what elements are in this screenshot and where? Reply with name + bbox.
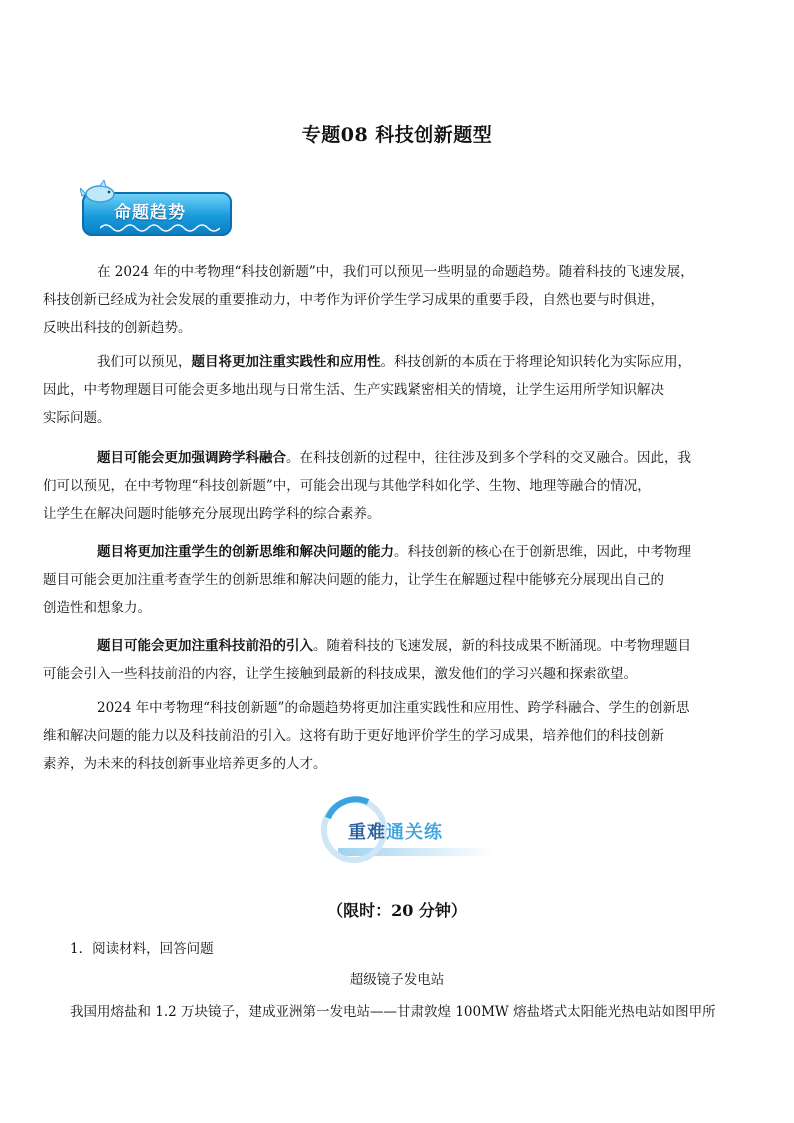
text-line: 们可以预见，在中考物理“科技创新题”中，可能会出现与其他学科如化学、生物、地理等融合的情况，	[43, 478, 651, 494]
emphasis-text: 题目可能会更加强调跨学科融合	[97, 450, 286, 466]
section-banner-trend	[80, 180, 240, 242]
label-part: 通关练	[386, 822, 443, 843]
page-title: 专题08 科技创新题型	[301, 124, 493, 146]
text-line: 科技创新已经成为社会发展的重要推动力，中考作为评价学生学习成果的重要手段，自然也要与时俱进，	[43, 292, 664, 308]
text-span: 。科技创新的核心在于创新思维，因此，中考物理	[394, 544, 691, 560]
text-line: 在 2024 年的中考物理“科技创新题”中，我们可以预见一些明显的命题趋势。随着科技的飞速发展，	[97, 264, 694, 280]
question-title: 超级镜子发电站	[349, 972, 445, 988]
text-line: 维和解决问题的能力以及科技前沿的引入。这将有助于更好地评价学生的学习成果，培养他们的科技创新	[43, 728, 664, 744]
paragraph-5	[43, 632, 724, 688]
paragraph-6	[43, 694, 724, 778]
section-banner-practice	[318, 796, 494, 866]
text-line: 实际问题。	[43, 410, 111, 426]
section-label	[348, 818, 443, 844]
section-label: 命题趋势	[114, 203, 186, 223]
text-line: 题目可能会更加注重考查学生的创新思维和解决问题的能力，让学生在解题过程中能够充分展现出自己的	[43, 572, 664, 588]
text-span: 。随着科技的飞速发展，新的科技成果不断涌现。中考物理题目	[313, 638, 691, 654]
text-span: 。科技创新的本质在于将理论知识转化为实际应用，	[380, 354, 691, 370]
text-span: 我们可以预见，	[97, 354, 192, 370]
paragraph-3	[43, 444, 724, 528]
text-line: 素养，为未来的科技创新事业培养更多的人才。	[43, 756, 327, 772]
wave-decoration-icon	[100, 222, 220, 234]
label-part: 重难	[348, 822, 386, 843]
time-limit: （限时：20 分钟）	[327, 901, 467, 920]
emphasis-text: 题目可能会更加注重科技前沿的引入	[97, 638, 313, 654]
text-line: 因此，中考物理题目可能会更多地出现与日常生活、生产实践紧密相关的情境，让学生运用所学知识解决	[43, 382, 664, 398]
text-line: 创造性和想象力。	[43, 600, 151, 616]
question-number: 1．阅读材料，回答问题	[70, 941, 214, 957]
text-line: 可能会引入一些科技前沿的内容，让学生接触到最新的科技成果，激发他们的学习兴趣和探索欲望。	[43, 666, 637, 682]
text-line: 反映出科技的创新趋势。	[43, 320, 192, 336]
text-span: 。在科技创新的过程中，往往涉及到多个学科的交叉融合。因此，我	[286, 450, 691, 466]
text-line: 2024 年中考物理“科技创新题”的命题趋势将更加注重实践性和应用性、跨学科融合、学生的创新思	[97, 700, 690, 716]
paragraph-2	[43, 348, 724, 432]
text-line: 让学生在解决问题时能够充分展现出跨学科的综合素养。	[43, 506, 381, 522]
paragraph-4	[43, 538, 724, 622]
emphasis-text: 题目将更加注重学生的创新思维和解决问题的能力	[97, 544, 394, 560]
paragraph-1	[43, 258, 724, 342]
emphasis-text: 题目将更加注重实践性和应用性	[191, 354, 381, 370]
question-text: 我国用熔盐和 1.2 万块镜子，建成亚洲第一发电站——甘肃敦煌 100MW 熔盐塔式太阳能光热电站如图甲所	[70, 1004, 716, 1020]
